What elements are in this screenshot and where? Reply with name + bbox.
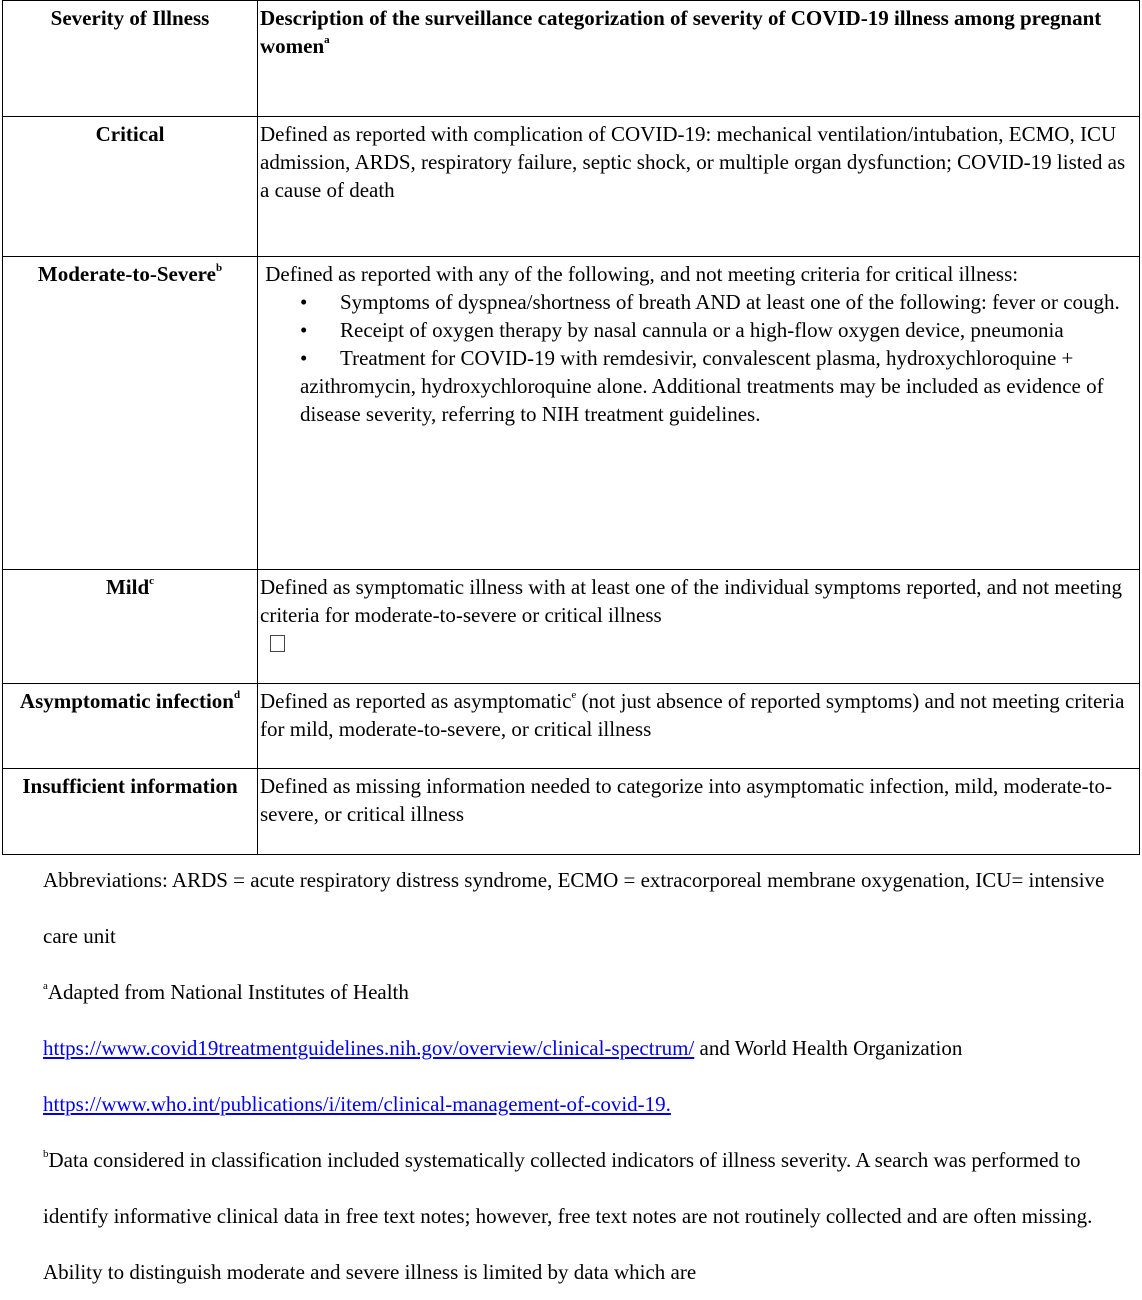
footnote-marker: b: [215, 262, 223, 274]
severity-label: Asymptomatic infection$^d$: [3, 684, 258, 769]
severity-label: Mild$^c$: [3, 570, 258, 684]
severity-description: Defined as missing information needed to categorize into asymptomatic infection, mild, moderate-to-severe, or critical illness: [258, 769, 1140, 855]
header-description: Description of the surveillance categorization of severity of COVID-19 illness among pregnant women$^a$: [258, 1, 1140, 117]
table-row-asymptomatic: [3, 684, 1140, 769]
severity-description: Defined as symptomatic illness with at least one of the individual symptoms reported, and not meeting criteria for moderate-to-severe or critical illness: [258, 570, 1140, 684]
list-item: • Symptoms of dyspnea/shortness of breath AND at least one of the following: fever or cough.: [300, 290, 1120, 314]
footnote-marker: a: [324, 34, 330, 46]
who-link[interactable]: https://www.who.int/publications/i/item/clinical-management-of-covid-19.: [43, 1092, 671, 1116]
table-header-row: [3, 1, 1140, 117]
footnote-marker: d: [233, 689, 241, 701]
abbreviations-note: Abbreviations: ARDS = acute respiratory distress syndrome, ECMO = extracorporeal membrane oxygenation, ICU= intensive care unit: [43, 868, 1105, 948]
severity-label: Insufficient information: [3, 769, 258, 855]
table-row-insufficient: [3, 769, 1140, 855]
header-severity: Severity of Illness: [3, 1, 258, 117]
table-notes: [43, 852, 1123, 1300]
list-item: • Treatment for COVID-19 with remdesivir, convalescent plasma, hydroxychloroquine + azithromycin, hydroxychloroquine alone. Additional treatments may be included as evidence of disease severity, referring to NIH treatment guidelines.: [300, 346, 1104, 426]
severity-description: Defined as reported as asymptomatic$^e$ (not just absence of reported symptoms) and not meeting criteria for mild, moderate-to-severe, or critical illness: [258, 684, 1140, 769]
table-row-critical: [3, 117, 1140, 257]
footnote-b: $^b$Data considered in classification included systematically collected indicators of illness severity. A search was performed to identify informative clinical data in free text notes; however, free text notes are not routinely collected and are often missing. Ability to distinguish moderate and severe illness is limited by data which are: [43, 1148, 1093, 1284]
table-row-mild: [3, 570, 1140, 684]
severity-table: [2, 0, 1140, 855]
severity-description: Defined as reported with any of the following, and not meeting criteria for critical illness: • Symptoms of dyspnea/shortness of breath AND at least one of the following: fever or cough. • Receipt of oxygen therapy by nasal cannula or a high-flow oxygen device, pneumonia • Treatment for COVID-19 with remdesivir, convalescent plasma, hydroxychloroquine + azithromycin, hydroxychloroquine alone. Additional treatments may be included as evidence of disease severity, referring to NIH treatment guidelines.: [258, 257, 1140, 570]
footnote-marker: c: [149, 575, 155, 587]
severity-description: Defined as reported with complication of COVID-19: mechanical ventilation/intubation, ECMO, ICU admission, ARDS, respiratory failure, septic shock, or multiple organ dysfunction; COVID-19 listed as a cause of death: [258, 117, 1140, 257]
nih-link[interactable]: https://www.covid19treatmentguidelines.nih.gov/overview/clinical-spectrum/: [43, 1036, 695, 1060]
criteria-list: [260, 288, 1135, 428]
footnote-a: $^a$Adapted from National Institutes of Health https://www.covid19treatmentguidelines.nih.gov/overview/clinical-spectrum/ and World Health Organization https://www.who.int/publications/i/item/clinical-management-of-covid-19.: [43, 980, 963, 1116]
list-item: • Receipt of oxygen therapy by nasal cannula or a high-flow oxygen device, pneumonia: [300, 318, 1064, 342]
severity-label: Critical: [3, 117, 258, 257]
table-row-moderate-severe: [3, 257, 1140, 570]
severity-label: Moderate-to-Severe$^b$: [3, 257, 258, 570]
checkbox-glyph-icon: [270, 635, 285, 652]
footnote-marker: e: [571, 689, 577, 701]
